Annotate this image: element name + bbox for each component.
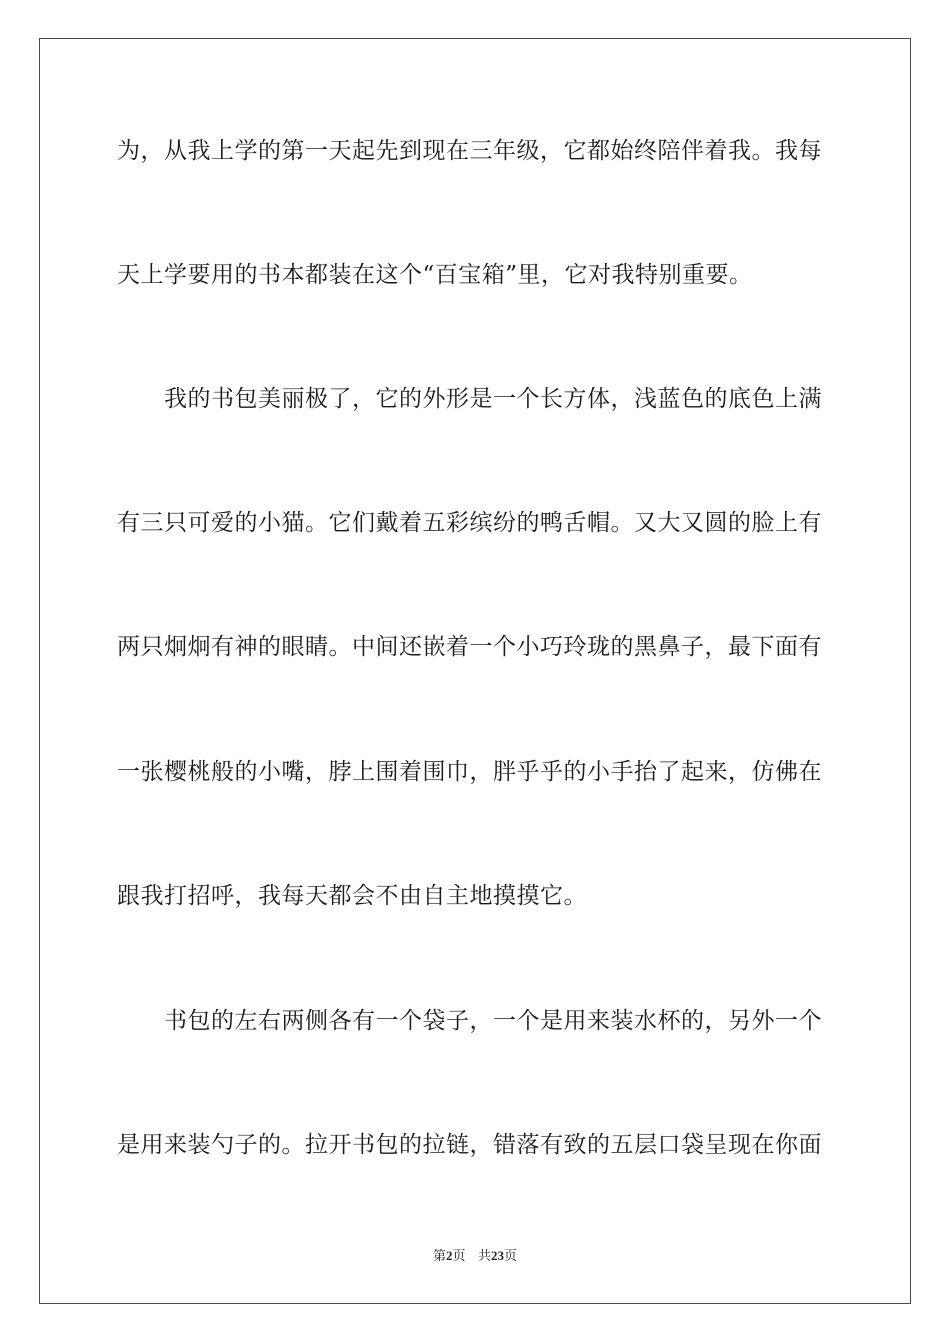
page-number: 2 <box>446 1248 453 1263</box>
total-suffix: 页 <box>503 1249 517 1264</box>
paragraph-line: 一张樱桃般的小嘴，脖上围着围巾，胖乎乎的小手抬了起来，仿佛在 <box>117 759 822 785</box>
page-suffix: 页 <box>452 1249 466 1264</box>
total-pages: 23 <box>490 1248 504 1263</box>
page-prefix: 第 <box>433 1249 447 1264</box>
paragraph-line: 两只炯炯有神的眼睛。中间还嵌着一个小巧玲珑的黑鼻子，最下面有 <box>117 634 822 660</box>
paragraph-line: 天上学要用的书本都装在这个“百宝箱”里，它对我特别重要。 <box>117 262 753 288</box>
paragraph-line: 我的书包美丽极了，它的外形是一个长方体，浅蓝色的底色上满 <box>164 386 822 412</box>
paragraph-line: 跟我打招呼，我每天都会不由自主地摸摸它。 <box>117 883 587 909</box>
page-border <box>39 38 911 1304</box>
paragraph-line: 是用来装勺子的。拉开书包的拉链，错落有致的五层口袋呈现在你面 <box>117 1132 822 1158</box>
page-footer <box>0 1247 950 1266</box>
paragraph-line: 有三只可爱的小猫。它们戴着五彩缤纷的鸭舌帽。又大又圆的脸上有 <box>117 510 822 536</box>
total-prefix: 共 <box>477 1249 491 1264</box>
paragraph-line: 为，从我上学的第一天起先到现在三年级，它都始终陪伴着我。我每 <box>117 138 822 164</box>
paragraph-line: 书包的左右两侧各有一个袋子，一个是用来装水杯的，另外一个 <box>164 1008 822 1034</box>
